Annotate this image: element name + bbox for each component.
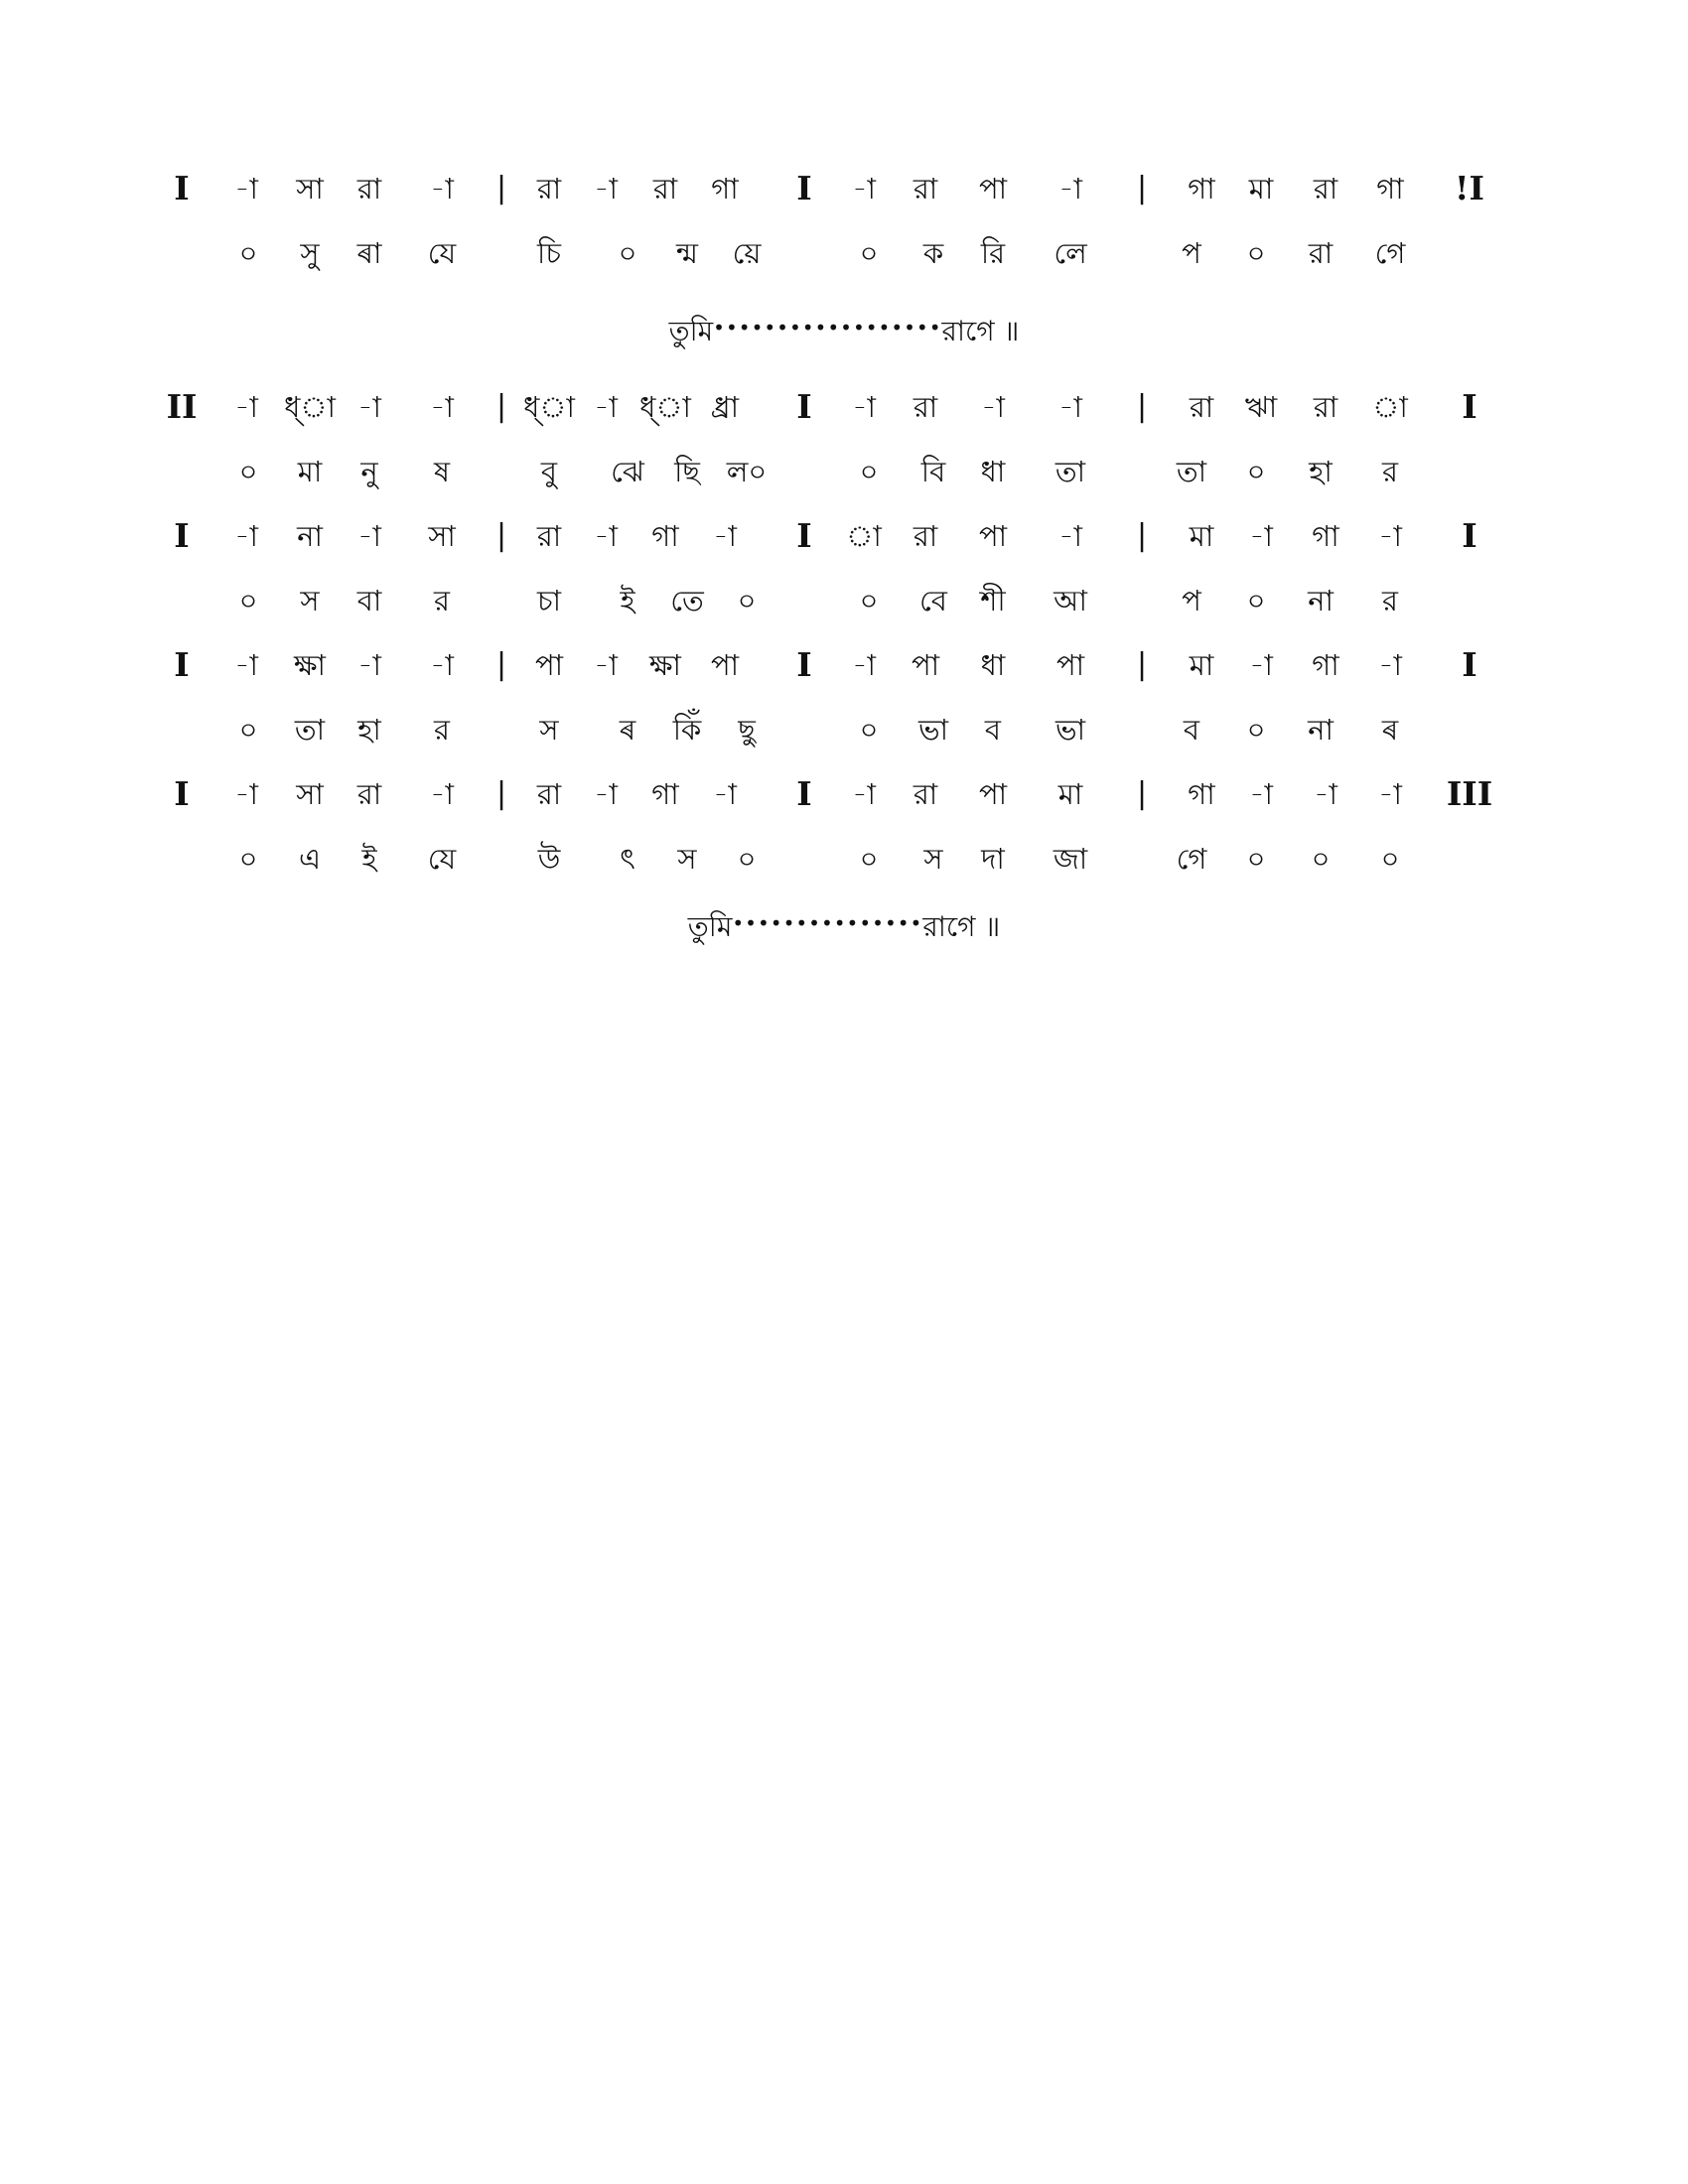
lyric-syllable: ০: [737, 584, 757, 617]
swara-note: -া: [594, 519, 618, 553]
swara-note: -া: [852, 648, 876, 682]
lyric-syllable: রি: [980, 236, 1006, 270]
swara-note: রা: [1313, 390, 1338, 424]
swara-note: ক্ষা: [294, 648, 326, 682]
swara-note: গা: [1188, 777, 1215, 811]
swara-note: -া: [594, 648, 618, 682]
lyric-syllable: চা: [536, 584, 562, 617]
lyric-syllable: ০: [1246, 236, 1266, 270]
refrain-start: তুমি: [668, 315, 714, 347]
swara-note: সা: [428, 519, 456, 553]
lyric-syllable: না: [1308, 713, 1334, 747]
swara-note: পা: [978, 777, 1008, 811]
swara-note: গা: [1312, 648, 1339, 682]
swara-note: রা: [356, 172, 382, 205]
refrain-end: রাগে ॥: [922, 910, 1001, 943]
lyric-syllable: বি: [920, 455, 946, 488]
lyric-syllable: ০: [618, 236, 637, 270]
bar-line: I: [1462, 387, 1477, 426]
swara-note: -া: [594, 777, 618, 811]
lyric-syllable: ০: [859, 584, 879, 617]
bar-line: I: [174, 169, 190, 207]
swara-note: রা: [913, 519, 938, 553]
lyric-syllable: ঝে: [611, 455, 644, 488]
lyric-syllable: গে: [1374, 236, 1406, 270]
lyric-syllable: বু: [540, 455, 558, 488]
swara-note: -া: [1249, 648, 1273, 682]
lyric-syllable: হা: [1309, 455, 1333, 488]
swara-note: মা: [1057, 777, 1083, 811]
swara-note: সা: [296, 172, 324, 205]
lyric-syllable: ৰা: [356, 236, 382, 270]
swara-note: -া: [1058, 172, 1082, 205]
swara-note: রা: [1189, 390, 1214, 424]
lyric-syllable: ০: [1246, 584, 1266, 617]
swara-note: সা: [296, 777, 324, 811]
bar-line: I: [796, 169, 812, 207]
beat-divider: |: [1136, 518, 1148, 553]
lyric-syllable: দা: [981, 842, 1005, 876]
lyric-syllable: ৰ: [619, 713, 636, 747]
lyric-syllable: ০: [859, 713, 879, 747]
lyric-syllable: ০: [859, 455, 879, 488]
swara-note: -া: [430, 777, 454, 811]
lyric-syllable: প: [1182, 236, 1201, 270]
lyric-syllable: ছি: [674, 455, 700, 488]
lyric-syllable: র: [1382, 455, 1398, 488]
bar-line: I: [796, 387, 812, 426]
lyric-syllable: বে: [919, 584, 947, 617]
beat-divider: |: [495, 776, 507, 811]
lyric-syllable: ০: [859, 236, 879, 270]
lyric-syllable: ০: [1380, 842, 1400, 876]
lyric-syllable: জা: [1053, 842, 1088, 876]
lyric-syllable: গে: [1176, 842, 1207, 876]
lyric-syllable: ০: [737, 842, 757, 876]
lyric-syllable: ব: [984, 713, 1002, 747]
swara-note: গা: [651, 777, 679, 811]
swara-note: -া: [713, 519, 737, 553]
swara-note: মা: [1189, 519, 1214, 553]
swara-note: ধ্া: [284, 390, 336, 424]
swara-note: -া: [357, 648, 381, 682]
beat-divider: |: [495, 518, 507, 553]
beat-divider: |: [495, 389, 507, 424]
lyric-syllable: লে: [1054, 236, 1087, 270]
beat-divider: |: [1136, 389, 1148, 424]
beat-divider: |: [1136, 776, 1148, 811]
swara-note: ঋা: [1244, 390, 1278, 424]
lyric-syllable: চি: [537, 236, 561, 270]
swara-note: গা: [1376, 172, 1404, 205]
swara-note: -া: [357, 390, 381, 424]
swara-note: রা: [913, 390, 938, 424]
lyric-syllable: আ: [1054, 584, 1087, 617]
lyric-syllable: ০: [859, 842, 879, 876]
swara-note: -া: [234, 648, 258, 682]
swara-note: -া: [852, 390, 876, 424]
bar-line: I: [174, 645, 190, 684]
swara-note: -া: [1314, 777, 1337, 811]
bar-line: I: [174, 516, 190, 555]
swara-note: -া: [1058, 519, 1082, 553]
swara-note: পা: [911, 648, 940, 682]
swara-note: -া: [713, 777, 737, 811]
swara-note: -া: [234, 777, 258, 811]
swara-note: গা: [1188, 172, 1215, 205]
swara-note: -া: [1378, 648, 1402, 682]
swara-note: -া: [430, 172, 454, 205]
lyric-syllable: ০: [1246, 455, 1266, 488]
lyric-syllable: স: [677, 842, 697, 876]
swara-note: রা: [536, 519, 562, 553]
bar-line: I: [1462, 516, 1477, 555]
lyric-syllable: শী: [980, 584, 1006, 617]
swara-note: -া: [852, 777, 876, 811]
swara-note: না: [297, 519, 323, 553]
swara-note: রা: [536, 172, 562, 205]
swara-note: রা: [652, 172, 678, 205]
lyric-syllable: প: [1182, 584, 1201, 617]
lyric-syllable: ভা: [1055, 713, 1086, 747]
bar-line: I: [174, 774, 190, 813]
swara-note: -া: [1249, 519, 1273, 553]
swara-note: -া: [852, 172, 876, 205]
swara-note: মা: [1248, 172, 1274, 205]
swara-note: ক্ষা: [649, 648, 681, 682]
lyric-syllable: ব: [1183, 713, 1200, 747]
lyric-syllable: ছু: [738, 713, 756, 747]
lyric-syllable: না: [1308, 584, 1334, 617]
lyric-syllable: বা: [356, 584, 382, 617]
lyric-syllable: ০: [238, 713, 258, 747]
swara-note: রা: [536, 777, 562, 811]
swara-note: -া: [234, 519, 258, 553]
swara-note: ধা: [980, 648, 1006, 682]
swara-note: রা: [356, 777, 382, 811]
swara-note: গা: [651, 519, 679, 553]
swara-note: -া: [234, 172, 258, 205]
swara-note: -া: [430, 390, 454, 424]
swara-note: পা: [710, 648, 740, 682]
lyric-syllable: ই: [361, 842, 377, 876]
lyric-syllable: তা: [1176, 455, 1207, 488]
swara-note: রা: [913, 777, 938, 811]
bar-line: I: [796, 516, 812, 555]
lyric-syllable: রা: [1308, 236, 1334, 270]
refrain-dots: ••••••••••••••••••: [713, 316, 942, 340]
swara-note: -া: [1378, 519, 1402, 553]
lyric-syllable: ষ: [434, 455, 450, 488]
bar-line: I: [796, 774, 812, 813]
lyric-syllable: ৰ: [1381, 713, 1399, 747]
lyric-syllable: তা: [294, 713, 326, 747]
lyric-syllable: ০: [238, 584, 258, 617]
lyric-syllable: ০: [238, 842, 258, 876]
refrain-dots: •••••••••••••••: [732, 911, 923, 935]
lyric-syllable: তে: [670, 584, 704, 617]
beat-divider: |: [1136, 647, 1148, 682]
lyric-syllable: র: [1382, 584, 1398, 617]
lyric-syllable: ০: [238, 236, 258, 270]
lyric-syllable: নু: [360, 455, 378, 488]
swara-note: মা: [1189, 648, 1214, 682]
swara-note: -া: [1249, 777, 1273, 811]
refrain-line: [0, 308, 1688, 351]
lyric-syllable: কিঁ: [672, 713, 702, 747]
bar-line: I: [796, 645, 812, 684]
lyric-syllable: এ: [298, 842, 322, 876]
bar-line: II: [166, 387, 198, 426]
beat-divider: |: [495, 647, 507, 682]
refrain-line: [0, 903, 1688, 947]
lyric-syllable: য়ে: [732, 236, 762, 270]
lyric-syllable: হা: [357, 713, 381, 747]
lyric-syllable: ৎ: [620, 842, 635, 876]
bar-line: III: [1446, 774, 1493, 813]
bar-line: !I: [1455, 169, 1484, 207]
bar-line: I: [1462, 645, 1477, 684]
lyric-syllable: র: [434, 584, 450, 617]
lyric-syllable: ০: [238, 455, 258, 488]
lyric-syllable: স: [300, 584, 320, 617]
swara-note: -া: [1058, 390, 1082, 424]
lyric-syllable: ধা: [980, 455, 1006, 488]
beat-divider: |: [1136, 171, 1148, 205]
swara-note: -া: [594, 172, 618, 205]
lyric-syllable: ল০: [726, 455, 768, 488]
lyric-syllable: ০: [1246, 842, 1266, 876]
swara-note: -া: [981, 390, 1005, 424]
swara-note: -া: [430, 648, 454, 682]
swara-note: ধ্া: [523, 390, 575, 424]
lyric-syllable: স: [539, 713, 559, 747]
swara-note: গা: [711, 172, 739, 205]
lyric-syllable: মা: [297, 455, 323, 488]
swara-note: পা: [978, 172, 1008, 205]
lyric-syllable: ন্ম: [676, 236, 698, 270]
swara-note: রা: [1313, 172, 1338, 205]
lyric-syllable: র: [434, 713, 450, 747]
refrain-start: তুমি: [687, 910, 733, 943]
lyric-syllable: ভা: [917, 713, 949, 747]
lyric-syllable: ক: [922, 236, 944, 270]
beat-divider: |: [495, 171, 507, 205]
lyric-syllable: সু: [300, 236, 320, 270]
swara-note: া: [846, 519, 882, 553]
swara-note: পা: [978, 519, 1008, 553]
swara-note: -া: [357, 519, 381, 553]
swara-note: পা: [1055, 648, 1085, 682]
swara-note: ধ্রা: [710, 390, 740, 424]
swara-note: -া: [234, 390, 258, 424]
swara-note: গা: [1312, 519, 1339, 553]
swara-note: পা: [534, 648, 564, 682]
lyric-syllable: উ: [537, 842, 561, 876]
lyric-syllable: তা: [1055, 455, 1086, 488]
swara-note: ধ্া: [639, 390, 691, 424]
swara-note: া: [1372, 390, 1408, 424]
lyric-syllable: ০: [1311, 842, 1331, 876]
lyric-syllable: ই: [620, 584, 635, 617]
lyric-syllable: যে: [427, 236, 457, 270]
swara-note: -া: [594, 390, 618, 424]
lyric-syllable: যে: [427, 842, 457, 876]
swara-note: রা: [913, 172, 938, 205]
lyric-syllable: স: [923, 842, 943, 876]
refrain-end: রাগে ॥: [941, 315, 1020, 347]
swara-note: -া: [1378, 777, 1402, 811]
lyric-syllable: ০: [1246, 713, 1266, 747]
